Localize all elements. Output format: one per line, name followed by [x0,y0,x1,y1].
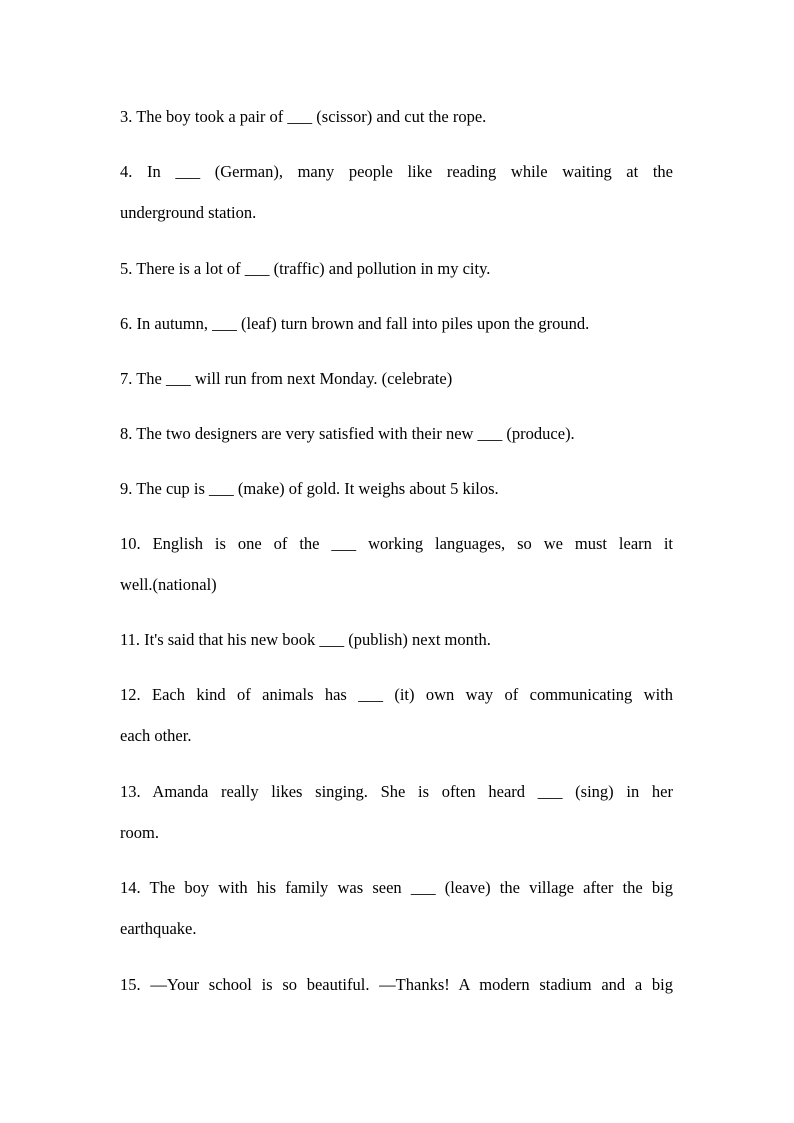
question-line: 3. The boy took a pair of ___ (scissor) and cut the rope. [120,107,487,126]
question-line: 5. There is a lot of ___ (traffic) and pollution in my city. [120,259,491,278]
question-3 [120,96,673,137]
question-8 [120,413,673,454]
question-line: 11. It's said that his new book ___ (publish) next month. [120,630,491,649]
question-line: 12. Each kind of animals has ___ (it) own way of communicating with [120,685,673,704]
question-5 [120,248,673,289]
question-line: 13. Amanda really likes singing. She is often heard ___ (sing) in her [120,782,673,801]
question-6 [120,303,673,344]
question-line: 14. The boy with his family was seen ___ (leave) the village after the big [120,878,673,897]
question-15 [120,964,673,1005]
question-line: well.(national) [120,575,217,594]
question-line: earthquake. [120,919,197,938]
question-line: 15. —Your school is so beautiful. —Thanks! A modern stadium and a big [120,975,673,994]
question-line: 4. In ___ (German), many people like reading while waiting at the [120,162,673,181]
question-line: 6. In autumn, ___ (leaf) turn brown and fall into piles upon the ground. [120,314,590,333]
question-7 [120,358,673,399]
question-9 [120,468,673,509]
question-11 [120,619,673,660]
question-line: 8. The two designers are very satisfied with their new ___ (produce). [120,424,575,443]
question-10 [120,523,673,605]
question-4 [120,151,673,233]
question-12 [120,674,673,756]
question-line: 7. The ___ will run from next Monday. (celebrate) [120,369,453,388]
question-line: room. [120,823,159,842]
question-line: each other. [120,726,192,745]
question-line: underground station. [120,203,257,222]
question-line: 9. The cup is ___ (make) of gold. It weighs about 5 kilos. [120,479,499,498]
question-line: 10. English is one of the ___ working languages, so we must learn it [120,534,673,553]
question-13 [120,771,673,853]
question-14 [120,867,673,949]
